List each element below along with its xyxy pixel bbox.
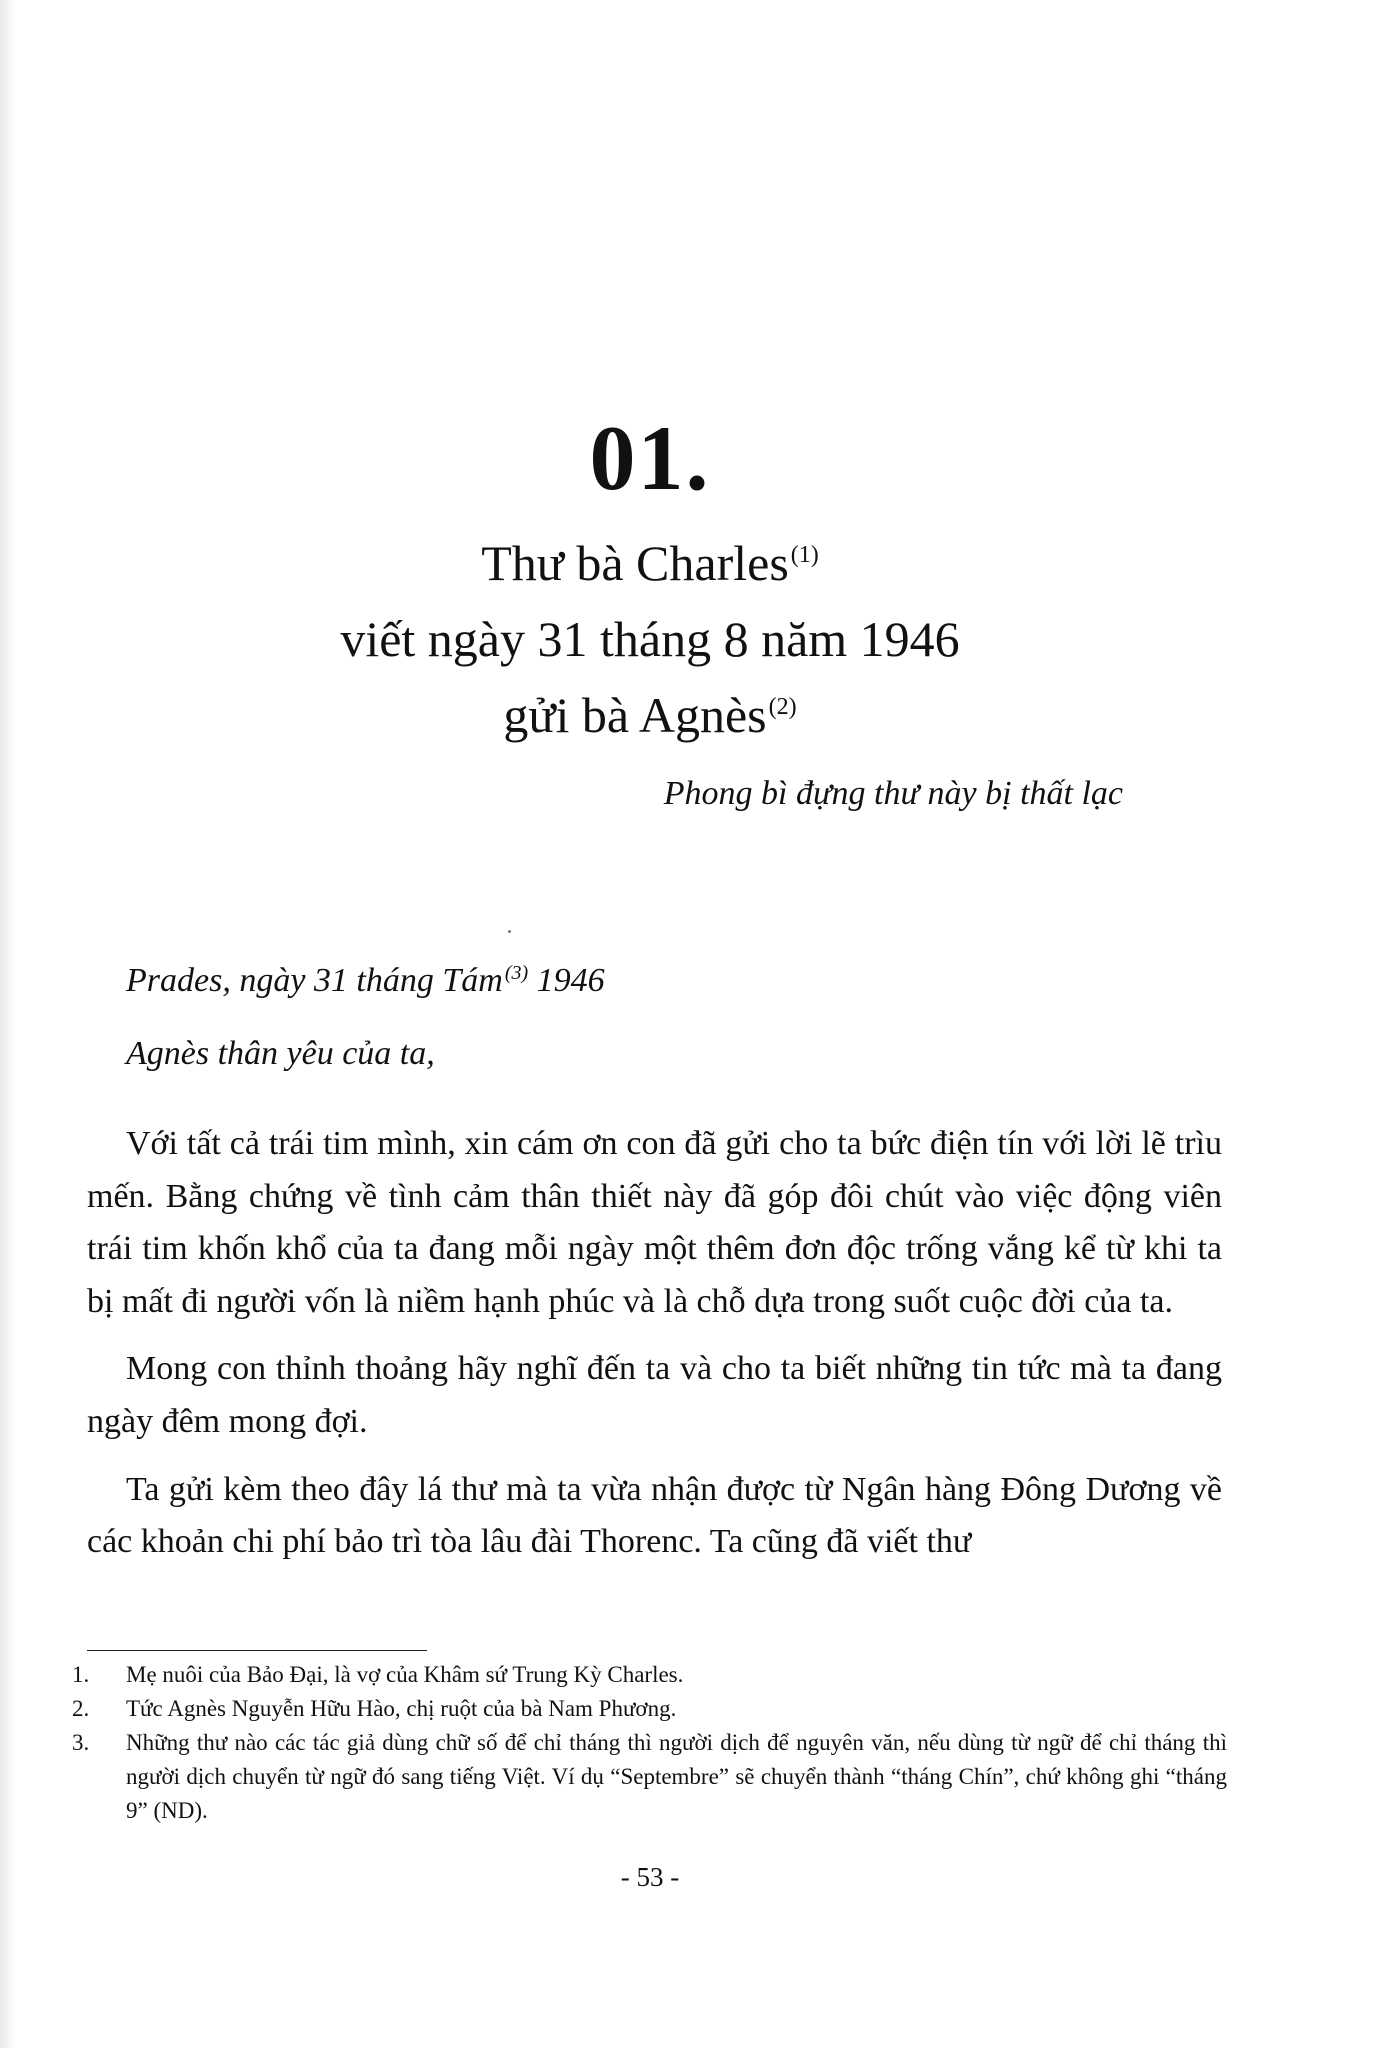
envelope-note: Phong bì đựng thư này bị thất lạc — [663, 775, 1123, 812]
body-paragraph: Ta gửi kèm theo đây lá thư mà ta vừa nhận được từ Ngân hàng Đông Dương về các khoản chi phí bảo trì tòa lâu đài Thorenc. Ta cũng đã viết thư — [87, 1470, 1222, 1561]
footnote-number: 3. — [72, 1730, 90, 1755]
title-text: Thư bà Charles — [481, 535, 789, 591]
chapter-number: 01. — [589, 407, 711, 509]
footnote-ref-2[interactable]: (2) — [768, 694, 797, 721]
page-edge-shadow — [0, 0, 16, 2048]
footnote-text: Những thư nào các tác giả dùng chữ số để chỉ tháng thì người dịch để nguyên văn, nếu dùng từ ngữ để chỉ tháng thì người dịch chuyển từ ngữ đó sang tiếng Việt. Ví dụ “Septembre” sẽ chuyển thành “tháng Chín”, chứ không ghi “tháng 9” (ND). — [126, 1730, 1227, 1823]
footnote-text: Mẹ nuôi của Bảo Đại, là vợ của Khâm sứ Trung Kỳ Charles. — [126, 1662, 684, 1687]
letter-date-text: Prades, ngày 31 tháng Tám — [126, 962, 503, 999]
letter-body — [87, 1118, 1222, 1584]
footnote-2 — [72, 1692, 1227, 1726]
page-number: - 53 - — [620, 1862, 680, 1892]
body-paragraph: Với tất cả trái tim mình, xin cám ơn con đã gửi cho ta bức điện tín với lời lẽ trìu mến. Bằng chứng về tình cảm thân thiết này đã góp đôi chút vào việc động viên trái tim khốn khổ của ta đang mỗi ngày một thêm đơn độc trống vắng kể từ khi ta bị mất đi người vốn là niềm hạnh phúc và là chỗ dựa trong suốt cuộc đời của ta. — [87, 1125, 1222, 1320]
footnote-divider — [87, 1650, 427, 1651]
footnote-1 — [72, 1658, 1227, 1692]
title-text: gửi bà Agnès — [503, 687, 767, 743]
footnote-ref-3[interactable]: (3) — [504, 961, 529, 984]
chapter-title — [0, 525, 1300, 753]
chapter-title-line-2 — [0, 601, 1300, 677]
print-speck — [508, 930, 511, 933]
letter-salutation: Agnès thân yêu của ta, — [126, 1035, 435, 1072]
footnote-text: Tức Agnès Nguyễn Hữu Hào, chị ruột của bà Nam Phương. — [126, 1696, 677, 1721]
footnote-number: 2. — [72, 1696, 90, 1721]
letter-date-year: 1946 — [528, 962, 605, 999]
body-paragraph: Mong con thỉnh thoảng hãy nghĩ đến ta và cho ta biết những tin tức mà ta đang ngày đêm mong đợi. — [87, 1350, 1222, 1440]
footnote-3 — [72, 1726, 1227, 1828]
chapter-title-line-1 — [0, 525, 1300, 601]
footnote-number: 1. — [72, 1662, 90, 1687]
footnotes — [72, 1658, 1227, 1828]
letter-date — [126, 962, 605, 1000]
footnote-ref-1[interactable]: (1) — [790, 542, 819, 569]
chapter-title-line-3 — [0, 677, 1300, 753]
title-text: viết ngày 31 tháng 8 năm 1946 — [340, 611, 960, 667]
